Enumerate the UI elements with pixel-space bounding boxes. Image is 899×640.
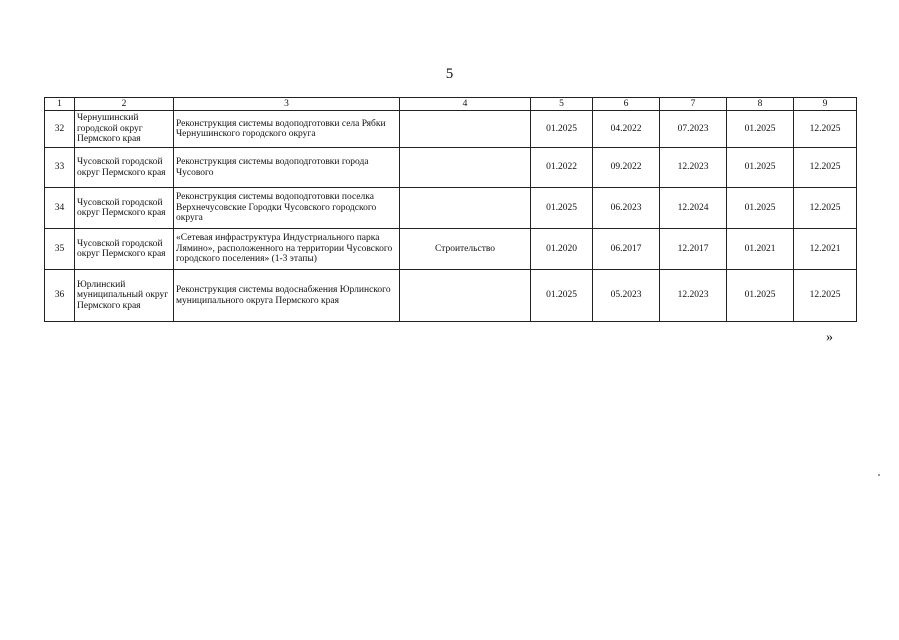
column-header: 7 [660,98,727,111]
row-number: 32 [45,111,75,148]
date-cell: 01.2025 [531,270,593,322]
date-cell: 01.2020 [531,229,593,270]
object-cell: Реконструкция системы водоподготовки поселка Верхнечусовские Городки Чусовского городского округа [174,188,400,229]
projects-table [44,97,857,322]
territory-cell: Чусовской городской округ Пермского края [75,188,174,229]
date-cell: 01.2025 [727,148,794,188]
date-cell: 12.2017 [660,229,727,270]
column-header: 9 [794,98,857,111]
table-row [45,270,857,322]
territory-cell: Чернушинский городской округ Пермского края [75,111,174,148]
page-number: 5 [445,66,454,82]
table-row [45,111,857,148]
date-cell: 06.2017 [593,229,660,270]
date-cell: 09.2022 [593,148,660,188]
object-cell: Реконструкция системы водоподготовки села Рябки Чернушинского городского округа [174,111,400,148]
column-header: 4 [400,98,531,111]
type-cell [400,188,531,229]
type-cell [400,148,531,188]
column-header: 8 [727,98,794,111]
scan-speck [878,474,880,476]
territory-cell: Чусовской городской округ Пермского края [75,148,174,188]
object-cell: «Сетевая инфраструктура Индустриального парка Лямино», расположенного на территории Чусовского городского поселения» (1-3 этапы) [174,229,400,270]
column-header: 1 [45,98,75,111]
row-number: 34 [45,188,75,229]
type-cell [400,111,531,148]
date-cell: 01.2025 [727,270,794,322]
date-cell: 07.2023 [660,111,727,148]
object-cell: Реконструкция системы водоподготовки города Чусового [174,148,400,188]
date-cell: 12.2025 [794,270,857,322]
date-cell: 12.2023 [660,148,727,188]
column-header: 6 [593,98,660,111]
row-number: 35 [45,229,75,270]
table-row [45,229,857,270]
date-cell: 12.2023 [660,270,727,322]
date-cell: 12.2025 [794,188,857,229]
date-cell: 01.2025 [531,188,593,229]
territory-cell: Юрлинский муниципальный округ Пермского края [75,270,174,322]
date-cell: 12.2021 [794,229,857,270]
date-cell: 01.2025 [727,111,794,148]
territory-cell: Чусовской городской округ Пермского края [75,229,174,270]
date-cell: 12.2025 [794,148,857,188]
table-header-row [45,98,857,111]
type-cell [400,270,531,322]
object-cell: Реконструкция системы водоснабжения Юрлинского муниципального округа Пермского края [174,270,400,322]
date-cell: 12.2024 [660,188,727,229]
row-number: 36 [45,270,75,322]
date-cell: 12.2025 [794,111,857,148]
date-cell: 01.2022 [531,148,593,188]
date-cell: 01.2025 [531,111,593,148]
table-row [45,148,857,188]
date-cell: 01.2021 [727,229,794,270]
closing-quote-mark: » [826,330,833,345]
date-cell: 06.2023 [593,188,660,229]
date-cell: 04.2022 [593,111,660,148]
row-number: 33 [45,148,75,188]
date-cell: 05.2023 [593,270,660,322]
column-header: 2 [75,98,174,111]
column-header: 5 [531,98,593,111]
column-header: 3 [174,98,400,111]
type-cell: Строительство [400,229,531,270]
table-row [45,188,857,229]
date-cell: 01.2025 [727,188,794,229]
